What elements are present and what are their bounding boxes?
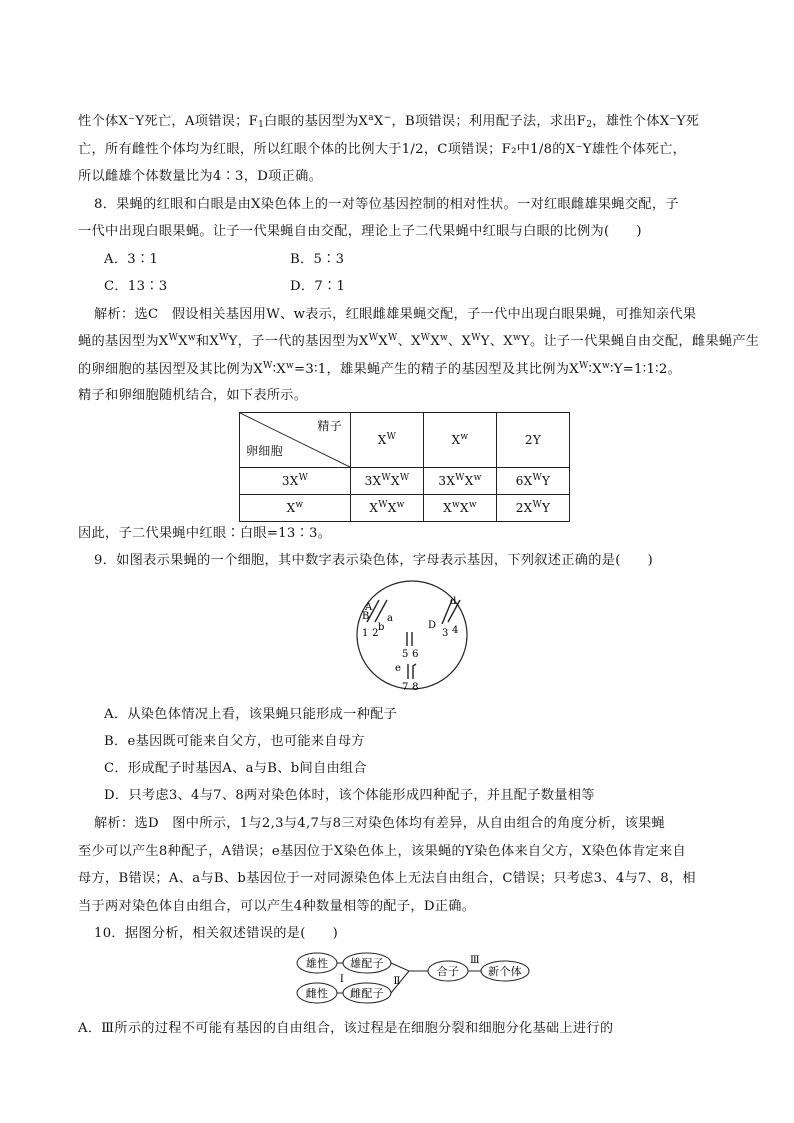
- solution-9-line-3: 母方，B错误；A、a与B、b基因位于一对同源染色体上无法自由组合，C错误；只考虑3、4与7、8，相: [78, 871, 696, 886]
- question-8-option-a: A．3∶1: [104, 252, 159, 267]
- cell-chromosome-figure: [352, 578, 472, 692]
- table-cell: $X^WX^w$: [351, 495, 424, 522]
- new-individual-label: 新个体: [488, 965, 522, 978]
- zygote-label: 合子: [436, 965, 460, 978]
- row-head: $3X^W$: [240, 468, 351, 495]
- male-gamete-label: 雄配子: [350, 957, 384, 970]
- solution-8-line-2: 蝇的基因型为$X^WX^w$和$X^WY$，子一代的基因型为$X^WX^W$、$X^WX^w$、$X^WY$、$X^wY$。让子一代果蝇自由交配，雌果蝇产生: [78, 333, 760, 349]
- chromosome-labels-7-8: 7 8: [402, 682, 419, 692]
- corner-egg-label: 卵细胞: [246, 444, 283, 458]
- question-8-stem-1: 8．果蝇的红眼和白眼是由X染色体上的一对等位基因控制的相对性状。一对红眼雌雄果蝇交配，子: [94, 197, 679, 212]
- solution-9-line-4: 当于两对染色体自由组合，可以产生4种数量相等的配子，D正确。: [78, 899, 476, 914]
- table-header-2y: 2Y: [497, 413, 570, 468]
- text-line-3: 所以雌雄个体数量比为4∶3，D项正确。: [78, 169, 323, 184]
- table-cell: $2X^WY$: [497, 495, 570, 522]
- solution-8-line-3: 的卵细胞的基因型及其比例为$X^W∶X^w=3∶1$，雄果蝇产生的精子的基因型及其比例为$X^W∶X^w∶Y=1∶1∶2$。: [78, 361, 682, 377]
- solution-9-line-1: 解析：选D 图中所示，1与2,3与4,7与8三对染色体均有差异，从自由组合的角度分析，该果蝇: [94, 816, 666, 831]
- chromosome-8: [413, 664, 416, 679]
- gene-label-A: A: [365, 602, 373, 613]
- question-8-stem-2: 一代中出现白眼果蝇。让子一代果蝇自由交配，理论上子二代果蝇中红眼与白眼的比例为( ): [78, 224, 642, 239]
- table-corner-cell: [240, 413, 351, 468]
- question-10-stem: 10．据图分析，相关叙述错误的是( ): [94, 926, 339, 941]
- step-1-label: Ⅰ: [339, 974, 345, 985]
- step-2-label: Ⅱ: [393, 976, 401, 987]
- table-cell: $X^wX^w$: [424, 495, 497, 522]
- solution-8-conclusion: 因此，子二代果蝇中红眼∶白眼=13∶3。: [78, 526, 332, 541]
- question-9-option-a: A．从染色体情况上看，该果蝇只能形成一种配子: [104, 707, 398, 722]
- question-8-option-c: C．13∶3: [104, 279, 168, 294]
- gene-label-a: a: [387, 613, 394, 624]
- arrow-male-gamete: [391, 963, 428, 971]
- solution-9-line-2: 至少可以产生8种配子，A错误；e基因位于X染色体上，该果蝇的Y染色体来自父方，X染色体肯定来自: [78, 844, 686, 859]
- step-3-label: Ⅲ: [470, 955, 480, 966]
- corner-sperm-label: 精子: [317, 419, 342, 433]
- table-cell: $6X^WY$: [497, 468, 570, 495]
- solution-8-line-1: 解析：选C 假设相关基因用W、w表示，红眼雌雄果蝇交配，子一代中出现白眼果蝇，可推知亲代果: [94, 307, 697, 322]
- gene-label-D: D: [428, 620, 437, 631]
- table-cell: $3X^WX^W$: [351, 468, 424, 495]
- female-gamete-label: 雌配子: [350, 987, 384, 1000]
- solution-8-line-4: 精子和卵细胞随机结合，如下表所示。: [78, 388, 308, 403]
- chromosome-labels-1-2: 1 2: [362, 628, 379, 639]
- text-line-2: 亡，所有雌性个体均为红眼，所以红眼个体的比例大于1/2，C项错误；F₂中1/8的X⁻Y雄性个体死亡，: [78, 142, 687, 157]
- chromosome-label-4: 4: [452, 625, 459, 636]
- punnett-table: [239, 412, 570, 522]
- row-head: $X^w$: [240, 495, 351, 522]
- question-9-stem: 9．如图表示果蝇的一个细胞，其中数字表示染色体，字母表示基因，下列叙述正确的是( ): [94, 553, 654, 568]
- question-8-option-b: B．5∶3: [290, 252, 345, 267]
- question-9-option-b: B．e基因既可能来自父方，也可能来自母方: [104, 734, 365, 749]
- reproduction-flow-figure: [295, 950, 535, 1008]
- table-row: [240, 495, 570, 522]
- question-8-option-d: D．7∶1: [290, 279, 346, 294]
- table-header-xw: $X^W$: [351, 413, 424, 468]
- table-cell: $3X^WX^w$: [424, 468, 497, 495]
- male-label: 雄性: [305, 957, 329, 970]
- question-9-option-d: D．只考虑3、4与7、8两对染色体时，该个体能形成四种配子，并且配子数量相等: [104, 788, 595, 803]
- female-label: 雌性: [305, 987, 329, 1000]
- question-9-option-c: C．形成配子时基因A、a与B、b间自由组合: [104, 761, 367, 776]
- gene-label-e: e: [395, 663, 402, 674]
- table-row: [240, 468, 570, 495]
- gene-label-B: B: [362, 611, 370, 622]
- gene-label-d: d: [450, 596, 457, 607]
- question-10-option-a: A．Ⅲ所示的过程不可能有基因的自由组合，该过程是在细胞分裂和细胞分化基础上进行的: [78, 1021, 614, 1036]
- gene-label-b: b: [378, 622, 385, 633]
- chromosome-labels-5-6: 5 6: [402, 649, 419, 660]
- chromosome-label-3: 3: [442, 628, 449, 639]
- text-line-1: 性个体X⁻Y死亡，A项错误；$F_1$白眼的基因型为$X^aX^-$，B项错误；利用配子法，求出$F_2$，雄性个体X⁻Y死: [78, 113, 700, 130]
- table-header-xw-lower: $X^w$: [424, 413, 497, 468]
